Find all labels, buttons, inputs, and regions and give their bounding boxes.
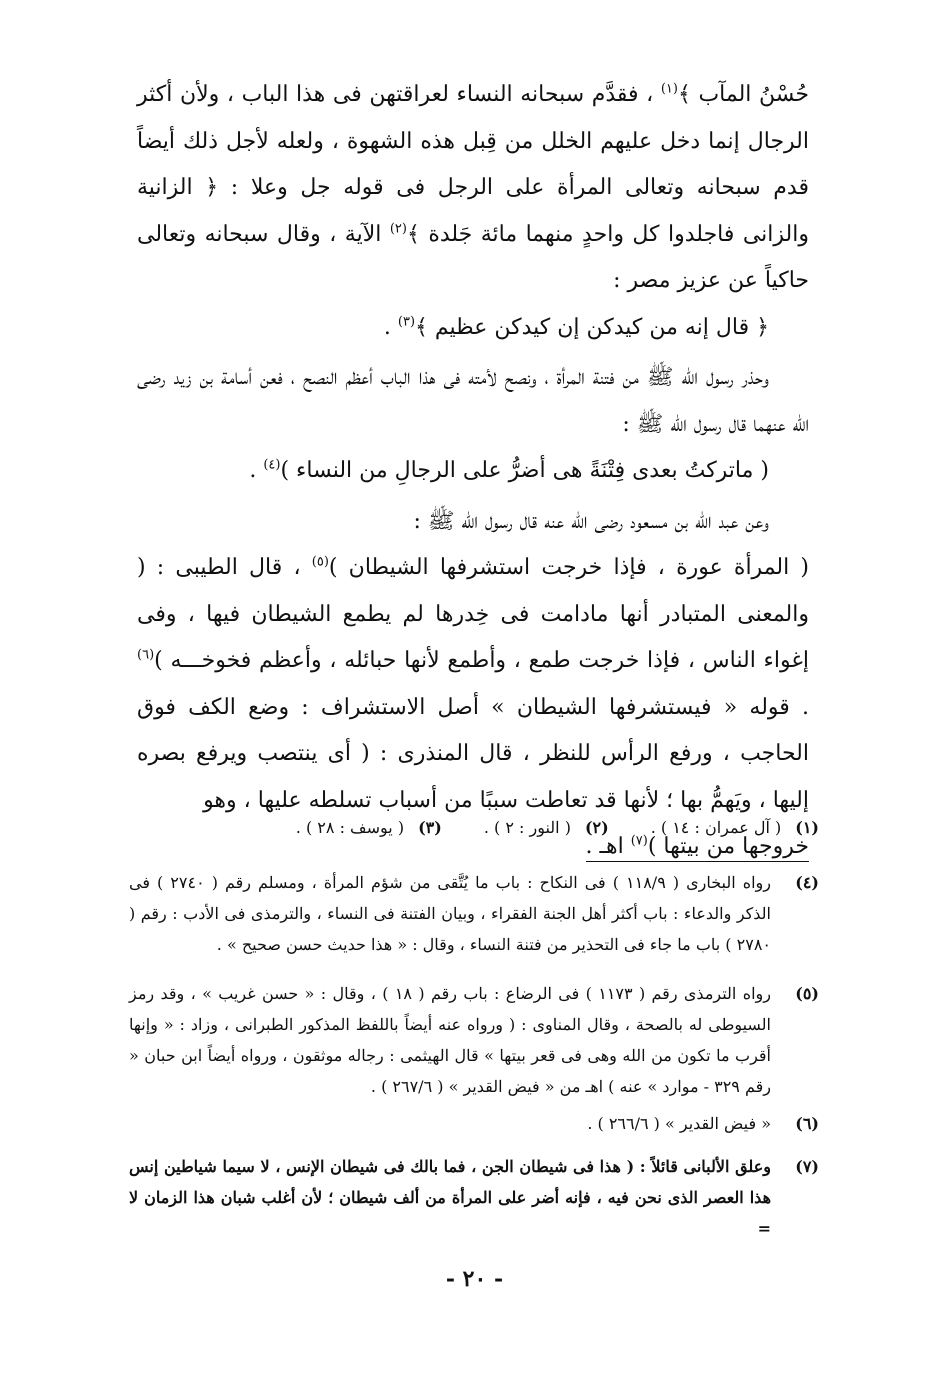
hadith-1 — [137, 448, 809, 495]
footnote-2-number: (٢) — [584, 818, 609, 837]
footnote-5 — [129, 978, 819, 1102]
footnote-3-text: ( يوسف : ٢٨ ) . — [295, 818, 405, 837]
footnote-1 — [651, 812, 819, 843]
footnote-7-text: وعلق الألبانى قائلاً : ( هذا فى شيطان الجن ، فما بالك فى شيطان الإنس ، لا سيما شياطين إنس هذا العصر الذى نحن فيه ، فإنه أضر على المرأة من ألف شيطان ؛ لأن أغلب شبان هذا الزمان لا = — [129, 1157, 771, 1238]
footnote-3 — [296, 812, 442, 843]
footnote-ref-6[interactable]: (٦) — [137, 647, 155, 663]
paragraph-3 — [137, 355, 809, 448]
verse-text: ﴿ قال إنه من كيدكن إن كيدكن عظيم ﴾ — [415, 314, 769, 340]
footnote-ref-1[interactable]: (١) — [660, 81, 678, 97]
hadith-2 — [137, 545, 809, 824]
quran-quote-end: حُسْنُ المآب ﴾ — [677, 82, 809, 107]
footnote-ref-7[interactable]: (٧) — [630, 833, 648, 849]
page-number: - ٢٠ - — [445, 1266, 504, 1292]
hadith-1-end: . — [249, 458, 257, 483]
footnote-1-text: ( آل عمران : ١٤ ) . — [650, 818, 782, 837]
footnote-ref-3[interactable]: (٣) — [397, 314, 416, 330]
paragraph-5-text: وعن عبد الله بن مسعود رضى الله عنه قال رسول الله ﷺ : — [413, 508, 769, 534]
paragraph-1-end: الآية ، وقال سبحانه وتعالى حاكياً عن عزيز مصر : — [137, 221, 809, 293]
footnote-2-text: ( النور : ٢ ) . — [483, 818, 571, 837]
footnote-1-number: (١) — [795, 818, 819, 837]
footnote-5-text: رواه الترمذى رقم ( ١١٧٣ ) فى الرضاع : باب رقم ( ١٨ ) ، وقال : « حسن غريب » ، وقد رمز السيوطى له بالصحة ، وقال المناوى : ( ورواه عنه أيضاً باللفظ المذكور الطبرانى ، وزاد : « وإنها أقرب ما تكون من الله وهى فى قعر بيتها » قال الهيثمى : رجاله موثقون ، ورواه أيضاً ابن حبان « رقم ٣٢٩ - موارد » عنه ) اهـ من « فيض القدير » ( ٢٦٧/٦ ) . — [129, 984, 772, 1096]
hadith-1-text: ( ماتركتُ بعدى فِتْنَةً هى أضرُّ على الرجالِ من النساء ) — [280, 458, 769, 483]
last-line-text: خروجها من بيتها ) — [647, 834, 809, 859]
footnote-6 — [129, 1108, 819, 1139]
footnote-6-number: (٦) — [795, 1114, 819, 1133]
footnote-6-text: « فيض القدير » ( ٢٦٦/٦ ) . — [587, 1114, 771, 1133]
footnotes-row-1-3 — [129, 812, 819, 843]
istishraf-explanation: . قوله « فيستشرفها الشيطان » أصل الاستشراف : وضع الكف فوق الحاجب ، ورفع الرأس للنظر ، قال المنذرى : ( أى ينتصب ويرفع بصره إليها ، ويَهمُّ بها ؛ لأنها قد تعاطت سببًا من أسباب تسلطه عليها ، وهو — [137, 694, 809, 813]
footnote-4 — [129, 867, 819, 960]
main-text — [137, 72, 809, 871]
footnote-ref-2[interactable]: (٢) — [389, 221, 407, 237]
last-line-end: اهـ . — [585, 834, 624, 859]
footnote-5-number: (٥) — [795, 984, 819, 1003]
verse-end: . — [383, 314, 391, 340]
paragraph-1-text: ، فقدَّم سبحانه النساء لعراقتهن فى هذا الباب ، ولأن أكثر الرجال إنما دخل عليهم الخلل من قِبل هذه الشهوة ، ولعله لأجل ذلك أيضاً قدم سبحانه وتعالى المرأة على الرجل فى قوله جل وعلا : ﴿ الزانية والزانى فاجلدوا كل واحدٍ منهما مائة جَلدة ﴾ — [137, 82, 810, 247]
footnote-7 — [129, 1151, 819, 1244]
tibi-commentary: ، قال الطيبى : ( والمعنى المتبادر أنها مادامت فى خِدرها لم يطمع الشيطان فيها ، وفى إغواء الناس ، فإذا خرجت طمع ، وأطمع لأنها حبائله ، وأعظم فخوخـــه ) — [137, 555, 809, 673]
paragraph-3-text: وحذر رسول الله ﷺ من فتنة المرأة ، ونصح لأمته فى هذا الباب أعظم النصح ، فعن أسامة بن زيد رضى الله عنهما قال رسول الله ﷺ : — [137, 365, 809, 437]
footnote-7-number: (٧) — [795, 1157, 819, 1176]
paragraph-1 — [137, 72, 809, 305]
footnote-ref-5[interactable]: (٥) — [311, 554, 329, 570]
footnotes — [129, 812, 819, 1244]
footnote-4-text: رواه البخارى ( ١١٨/٩ ) فى النكاح : باب ما يُتَّقى من شؤم المرأة ، ومسلم رقم ( ٢٧٤٠ ) فى الذكر والدعاء : باب أكثر أهل الجنة الفقراء ، وبيان الفتنة فى النساء ، والترمذى فى الأدب : رقم ( ٢٧٨٠ ) باب ما جاء فى التحذير من فتنة النساء ، وقال : « هذا حديث حسن صحيح » . — [129, 873, 772, 954]
quran-verse-yusuf — [137, 305, 809, 352]
footnote-ref-4[interactable]: (٤) — [263, 457, 281, 473]
paragraph-5 — [137, 499, 809, 546]
footnote-2 — [484, 812, 609, 843]
hadith-2-text: ( المرأة عورة ، فإذا خرجت استشرفها الشيطان ) — [328, 555, 810, 580]
footnote-3-number: (٣) — [418, 818, 442, 837]
footnote-4-number: (٤) — [795, 873, 819, 892]
